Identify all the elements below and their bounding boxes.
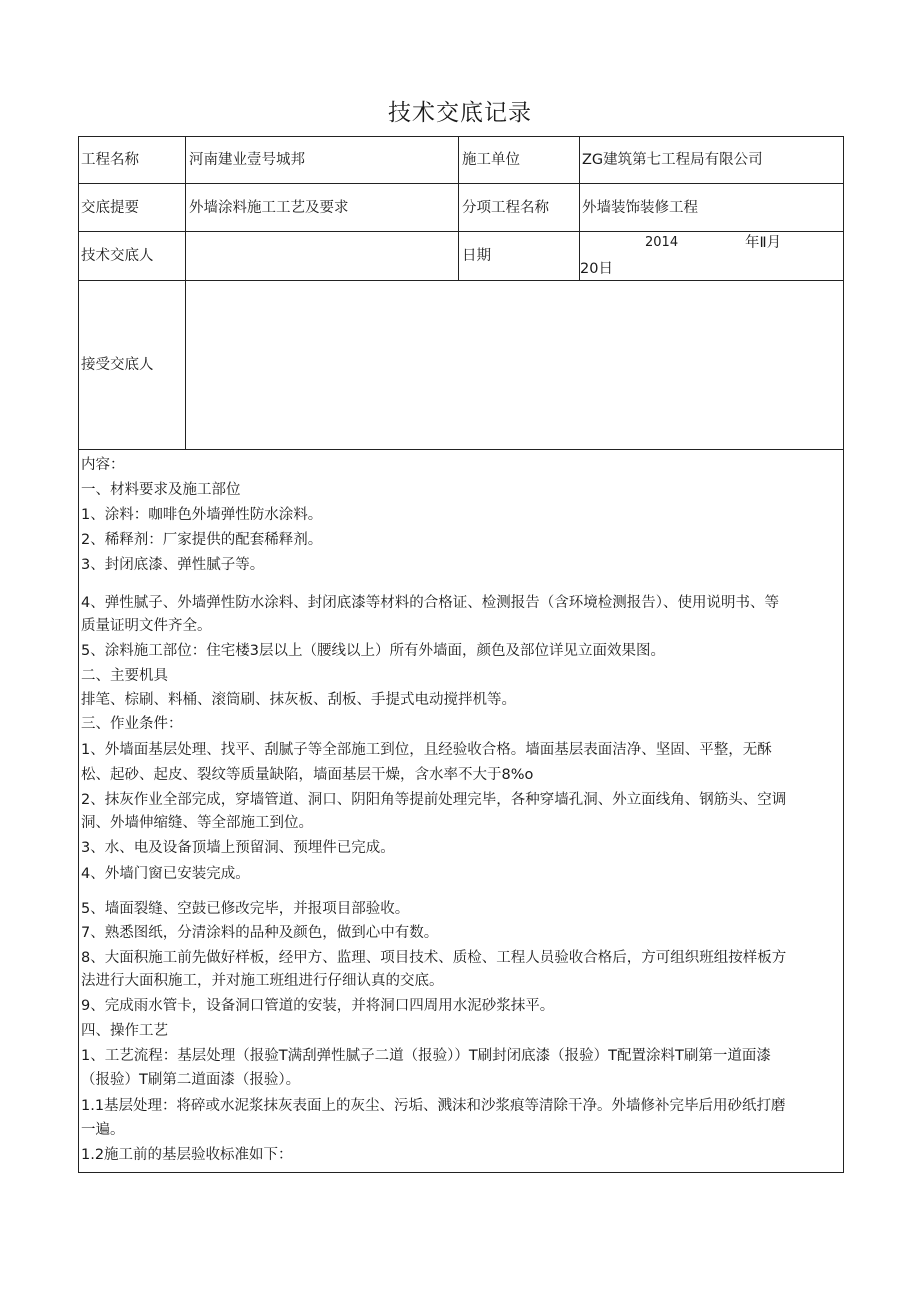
content-line: 二、主要机具 — [81, 668, 168, 684]
project-name-value: 河南建业壹号城邦 — [189, 152, 305, 168]
col-divider — [185, 137, 186, 449]
record-table — [78, 136, 844, 1173]
project-name-label: 工程名称 — [81, 152, 139, 168]
date-label: 日期 — [462, 248, 491, 264]
content-line: 7、熟悉图纸，分清涂料的品种及颜色，做到心中有数。 — [81, 925, 439, 941]
col-divider — [458, 137, 459, 280]
content-line: 法进行大面积施工，并对施工班组进行仔细认真的交底。 — [81, 973, 444, 989]
content-line: 一遍。 — [81, 1122, 125, 1138]
content-line: 1.1基层处理：将碎或水泥浆抹灰表面上的灰尘、污垢、溅沫和沙浆痕等清除干净。外墙修补完毕后用砂纸打磨 — [81, 1098, 786, 1114]
summary-label: 交底提要 — [81, 200, 139, 216]
content-line: 4、外墙门窗已安装完成。 — [81, 866, 250, 882]
content-line: 1、工艺流程：基层处理（报验T满刮弹性腻子二道（报验））T刷封闭底漆（报验）T配置涂料T刷第一道面漆 — [81, 1048, 771, 1064]
content-line: 2、抹灰作业全部完成，穿墙管道、洞口、阴阳角等提前处理完毕，各种穿墙孔洞、外立面线角、钢筋头、空调 — [81, 792, 787, 808]
content-line: 1、外墙面基层处理、找平、刮腻子等全部施工到位，且经验收合格。墙面基层表面洁净、坚固、平整，无酥 — [81, 742, 772, 758]
contractor-label: 施工单位 — [462, 152, 520, 168]
content-line: 一、材料要求及施工部位 — [81, 482, 241, 498]
content-line: 4、弹性腻子、外墙弹性防水涂料、封闭底漆等材料的合格证、检测报告（含环境检测报告）、使用说明书、等 — [81, 595, 779, 611]
page-title: 技术交底记录 — [388, 100, 532, 126]
date-month: 年Ⅱ月 — [745, 235, 782, 251]
content-line: 1、涂料：咖啡色外墙弹性防水涂料。 — [81, 507, 323, 523]
content-line: 内容： — [81, 457, 125, 473]
sub-project-label: 分项工程名称 — [462, 200, 549, 216]
briefer-label: 技术交底人 — [81, 248, 154, 264]
row-divider — [79, 449, 843, 450]
content-line: 三、作业条件： — [81, 716, 183, 732]
content-line: 5、涂料施工部位：住宅楼3层以上（腰线以上）所有外墙面，颜色及部位详见立面效果图。 — [81, 643, 665, 659]
content-line: 2、稀释剂：厂家提供的配套稀释剂。 — [81, 532, 323, 548]
row-divider — [79, 280, 843, 281]
date-year: 2014 — [645, 235, 679, 250]
row-divider — [79, 183, 843, 184]
date-day: 20日 — [580, 261, 613, 277]
content-line: 松、起砂、起皮、裂纹等质量缺陷，墙面基层干燥，含水率不大于8%o — [81, 767, 534, 783]
content-line: 洞、外墙伸缩缝、等全部施工到位。 — [81, 815, 313, 831]
content-line: 排笔、棕刷、料桶、滚筒刷、抹灰板、刮板、手提式电动搅拌机等。 — [81, 692, 516, 708]
content-line: 3、水、电及设备顶墙上预留洞、预埋件已完成。 — [81, 840, 395, 856]
content-line: 1.2施工前的基层验收标准如下： — [81, 1147, 293, 1163]
content-line: 9、完成雨水管卡，设备洞口管道的安装，并将洞口四周用水泥砂浆抹平。 — [81, 998, 555, 1014]
contractor-value: ZG建筑第七工程局有限公司 — [582, 152, 763, 168]
content-line: （报验）T刷第二道面漆（报验）。 — [81, 1072, 301, 1088]
summary-value: 外墙涂料施工工艺及要求 — [189, 200, 349, 216]
content-line: 3、封闭底漆、弹性腻子等。 — [81, 557, 265, 573]
row-divider — [79, 231, 843, 232]
content-line: 8、大面积施工前先做好样板，经甲方、监理、项目技术、质检、工程人员验收合格后，方可组织班组按样板方 — [81, 950, 787, 966]
content-line: 5、墙面裂缝、空鼓已修改完毕，并报项目部验收。 — [81, 901, 410, 917]
content-line: 四、操作工艺 — [81, 1023, 168, 1039]
receiver-label: 接受交底人 — [81, 357, 154, 373]
sub-project-value: 外墙装饰装修工程 — [582, 200, 698, 216]
content-line: 质量证明文件齐全。 — [81, 618, 212, 634]
